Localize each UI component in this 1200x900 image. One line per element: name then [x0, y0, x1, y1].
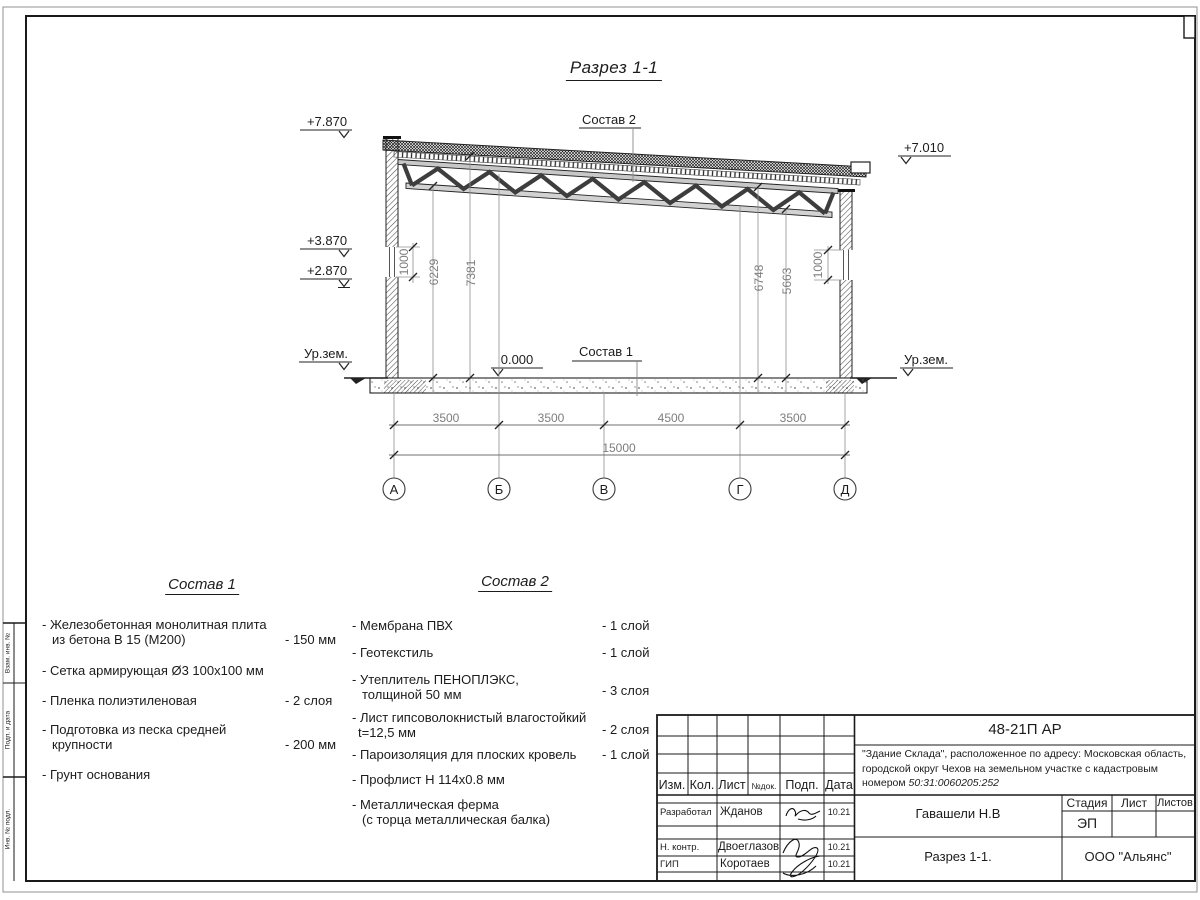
ground-label-left: Ур.зем.	[303, 346, 349, 361]
material-item-line2: (с торца металлическая балка)	[362, 812, 551, 827]
axis-bubble-v: В	[599, 482, 609, 497]
elevation-label-top-right: +7.010	[903, 140, 945, 155]
ground-label-right: Ур.зем.	[903, 352, 949, 367]
elevation-label-mid-upper: +3.870	[306, 233, 348, 248]
signer-role: ГИП	[660, 859, 679, 870]
signer-date: 10.21	[827, 807, 851, 817]
material-item: - Металлическая ферма	[352, 797, 499, 812]
material-value: - 200 мм	[285, 737, 337, 752]
material-item: - Мембрана ПВХ	[352, 618, 453, 633]
hdim-1: 3500	[432, 411, 460, 425]
extension-lines	[394, 156, 845, 478]
document-number: 48-21П АР	[988, 721, 1062, 738]
material-value: - 2 слоя	[602, 722, 650, 737]
project-description	[862, 747, 1192, 791]
material-value: - 1 слой	[602, 645, 650, 660]
callout-sostav2: Состав 2	[582, 112, 636, 127]
material-item: - Геотекстиль	[352, 645, 434, 660]
material-value: - 3 слоя	[602, 683, 650, 698]
signer-name: Двоеглазов	[718, 841, 780, 853]
project-description-line1: "Здание Склада", расположенное по адресу: Московская область,	[862, 748, 1187, 760]
axis-bubble-d: Д	[840, 482, 850, 497]
signer-date: 10.21	[827, 859, 851, 869]
sheets-label: Листов	[1157, 797, 1193, 809]
right-wall	[837, 190, 855, 378]
signature-marks	[783, 809, 820, 877]
signer-name: Жданов	[720, 806, 763, 818]
material-item: - Грунт основания	[42, 767, 151, 782]
material-item: - Утеплитель ПЕНОПЛЭКС,	[352, 672, 519, 687]
elevation-label-top-left: +7.870	[306, 114, 348, 129]
cadastral-number: 50:31:0060205:252	[908, 777, 1000, 789]
sostav2-title: Состав 2	[478, 573, 552, 592]
material-item: - Пароизоляция для плоских кровель	[352, 747, 577, 762]
titleblock-col-podp: Подп.	[785, 778, 819, 792]
project-description-line3: номером 50:31:0060205:252	[862, 777, 1000, 789]
company-name: ООО "Альянс"	[1084, 849, 1172, 864]
axis-bubble-a: А	[389, 482, 399, 497]
hdim-total: 15000	[602, 441, 636, 455]
axis-bubbles	[383, 478, 856, 500]
hdim-2: 3500	[537, 411, 565, 425]
stage-label: Стадия	[1066, 796, 1108, 810]
signer-role: Н. контр.	[660, 842, 700, 853]
vdim-left-6229: 6229	[427, 258, 441, 286]
frame-side-label: Взам. инв. №	[4, 632, 12, 674]
chief-name: Гавашели Н.В	[915, 806, 1001, 821]
titleblock-col-list: Лист	[718, 778, 746, 792]
vdim-right-1000: 1000	[811, 251, 825, 279]
vdim-left-7381: 7381	[464, 259, 478, 287]
material-item-line2: из бетона В 15 (М200)	[52, 632, 186, 647]
material-item: - Пленка полиэтиленовая	[42, 693, 197, 708]
titleblock-col-ndok: №док.	[751, 781, 777, 791]
frame-side-label: Инв. № подл.	[4, 808, 12, 850]
signer-date: 10.21	[827, 842, 851, 852]
stage-value: ЭП	[1076, 815, 1098, 831]
material-item-line2: крупности	[52, 737, 113, 752]
material-item: - Профлист Н 114х0.8 мм	[352, 772, 505, 787]
sheet-label: Лист	[1120, 796, 1148, 810]
callout-sostav1: Состав 1	[579, 344, 633, 359]
hdim-3: 4500	[657, 411, 685, 425]
material-item: - Подготовка из песка средней	[42, 722, 227, 737]
material-value: - 1 слой	[602, 747, 650, 762]
axis-bubble-b: Б	[494, 482, 504, 497]
material-value: - 2 слоя	[285, 693, 333, 708]
material-item: - Сетка армирующая Ø3 100х100 мм	[42, 663, 264, 678]
drawing-name: Разрез 1-1.	[924, 849, 992, 864]
material-value: - 1 слой	[602, 618, 650, 633]
frame-side-label: Подп. и дата	[4, 710, 12, 750]
floor-slab	[370, 378, 867, 393]
project-description-line2: городской округ Чехов на земельном участке с кадастровым	[862, 762, 1158, 775]
signer-role: Разработал	[660, 807, 712, 818]
material-item-line2: толщиной 50 мм	[362, 687, 462, 702]
signer-name: Коротаев	[720, 858, 770, 870]
elevation-label-mid-lower: +2.870	[306, 263, 348, 278]
material-item-line2: t=12,5 мм	[358, 725, 416, 740]
titleblock-col-kol: Кол.	[689, 778, 715, 792]
vdim-left-1000: 1000	[397, 248, 411, 276]
section-title: Разрез 1-1	[566, 58, 662, 81]
vdim-right-5663: 5663	[780, 267, 794, 295]
axis-bubble-g: Г	[736, 482, 744, 497]
material-item: - Лист гипсоволокнистый влагостойкий	[352, 710, 587, 725]
sostav1-title: Состав 1	[165, 576, 239, 595]
material-value: - 150 мм	[285, 632, 337, 647]
elevation-label-zero: 0.000	[500, 352, 534, 367]
vdim-right-6748: 6748	[752, 264, 766, 292]
titleblock-col-izm: Изм.	[658, 778, 686, 792]
material-item: - Железобетонная монолитная плита	[42, 617, 267, 632]
hdim-4: 3500	[779, 411, 807, 425]
titleblock-col-data: Дата	[825, 778, 853, 792]
